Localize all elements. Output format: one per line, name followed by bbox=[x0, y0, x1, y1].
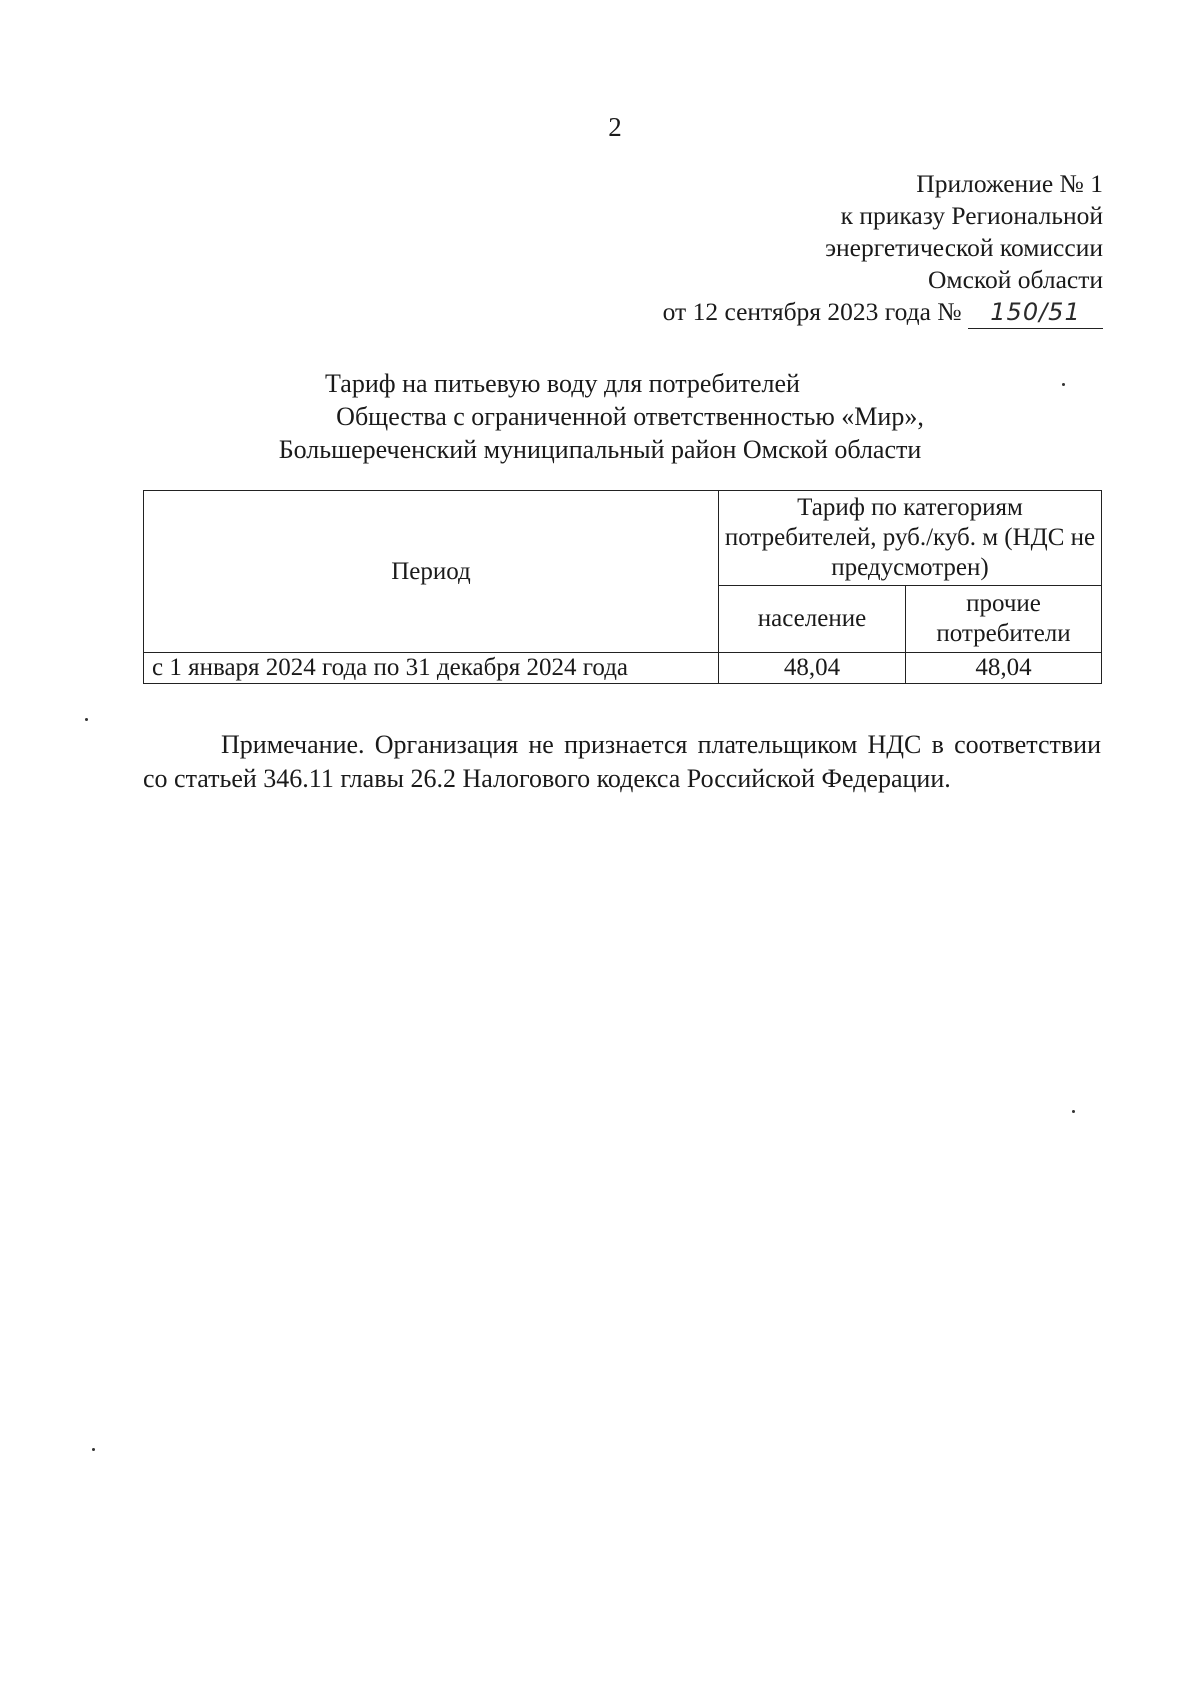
appendix-line-3: энергетической комиссии bbox=[825, 233, 1103, 262]
scan-speck bbox=[1062, 383, 1065, 386]
appendix-header bbox=[663, 168, 1103, 329]
header-population: население bbox=[719, 586, 906, 653]
scan-speck bbox=[1072, 1110, 1075, 1113]
order-number-field bbox=[968, 296, 1103, 329]
appendix-line-2: к приказу Региональной bbox=[840, 201, 1103, 230]
title-line-2: Общества с ограниченной ответственностью «Мир», bbox=[336, 402, 924, 431]
row-population-value: 48,04 bbox=[719, 653, 906, 684]
table-row bbox=[144, 653, 1102, 684]
appendix-date-prefix: от 12 сентября 2023 года № bbox=[662, 297, 962, 326]
title-line-1: Тариф на питьевую воду для потребителей bbox=[325, 369, 800, 398]
scan-speck bbox=[85, 718, 88, 721]
document-title bbox=[255, 367, 1025, 466]
row-period: с 1 января 2024 года по 31 декабря 2024 года bbox=[144, 653, 719, 684]
note-paragraph: Примечание. Организация не признается плательщиком НДС в соответствии со статьей 346.11 главы 26.2 Налогового кодекса Российской Федерации. bbox=[143, 730, 1101, 793]
header-period: Период bbox=[144, 491, 719, 653]
row-other-value: 48,04 bbox=[906, 653, 1102, 684]
page-number: 2 bbox=[608, 112, 622, 142]
header-other-consumers: прочие потребители bbox=[906, 586, 1102, 653]
appendix-date-line bbox=[663, 296, 1103, 329]
handwritten-order-number: 150/51 bbox=[990, 298, 1081, 326]
tariff-table bbox=[143, 490, 1102, 684]
scan-speck bbox=[92, 1448, 95, 1451]
header-tariff: Тариф по категориям потребителей, руб./куб. м (НДС не предусмотрен) bbox=[719, 491, 1102, 586]
appendix-line-1: Приложение № 1 bbox=[916, 169, 1103, 198]
title-line-3: Большереченский муниципальный район Омской области bbox=[278, 435, 922, 464]
appendix-line-4: Омской области bbox=[928, 265, 1103, 294]
